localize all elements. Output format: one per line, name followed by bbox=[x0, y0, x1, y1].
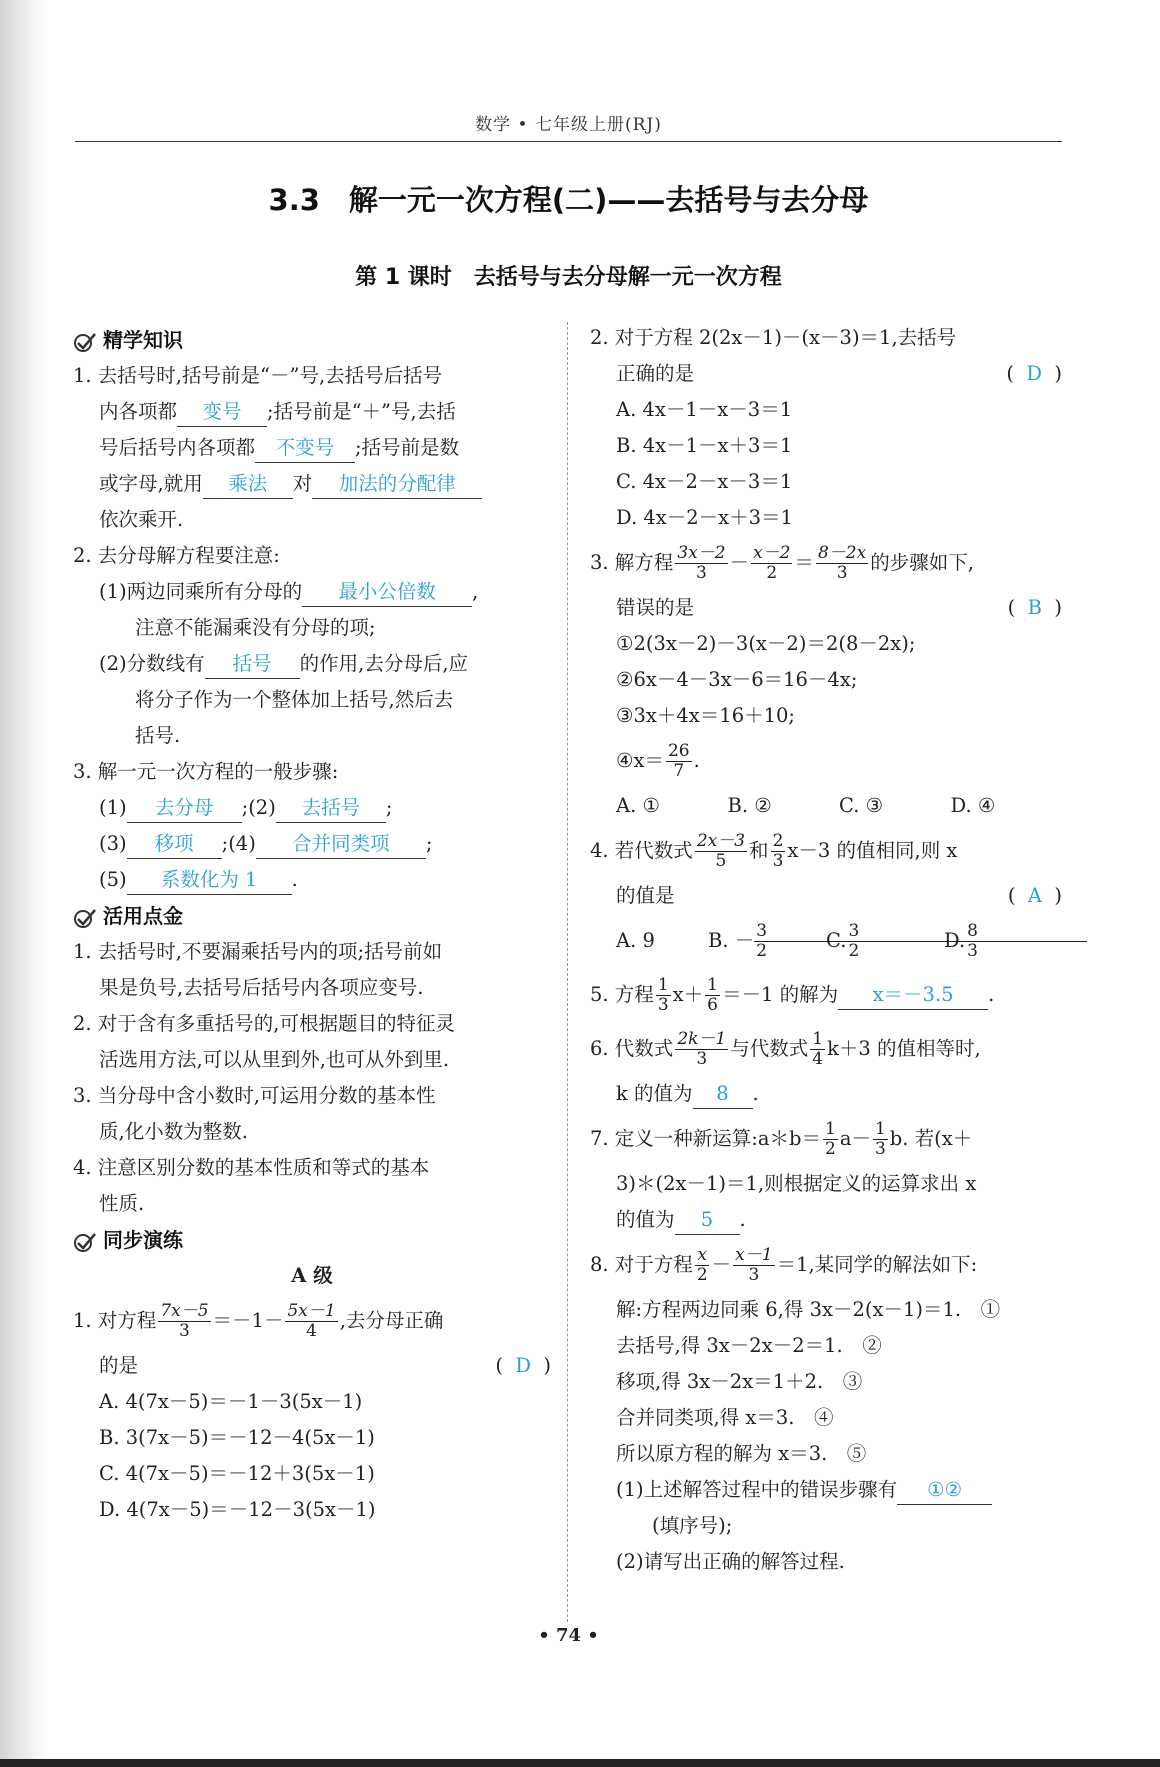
answer: D bbox=[1026, 362, 1042, 385]
q1-line bbox=[73, 358, 551, 394]
option-c bbox=[826, 914, 944, 968]
text: 错误的是 bbox=[616, 596, 695, 619]
answer-blank: 系数化为 1 bbox=[127, 866, 292, 895]
checkmark-icon bbox=[73, 907, 97, 929]
left-column bbox=[73, 322, 551, 1528]
running-header: 数学 • 七年级上册(RJ) bbox=[475, 115, 662, 135]
text: 性质. bbox=[99, 1192, 145, 1215]
denominator: 6 bbox=[707, 995, 718, 1015]
fraction bbox=[695, 832, 747, 871]
ex3-step: ①2(3x－2)－3(x－2)＝2(8－2x); bbox=[616, 632, 916, 655]
denominator: 2 bbox=[756, 941, 768, 961]
numerator: 2 bbox=[772, 831, 784, 851]
answer-blank: 最小公倍数 bbox=[302, 578, 472, 607]
numerator: x－1 bbox=[735, 1245, 773, 1265]
tip-line bbox=[73, 970, 551, 1006]
fraction bbox=[158, 1302, 210, 1341]
option-a: A. ① bbox=[616, 794, 660, 817]
numerator: 1 bbox=[824, 1119, 836, 1139]
ex4-stem bbox=[590, 824, 1062, 878]
ex8-part2: (2)请写出正确的解答过程. bbox=[616, 1550, 845, 1573]
q1-line bbox=[73, 502, 551, 538]
q2-line bbox=[73, 646, 551, 682]
text: , bbox=[472, 580, 479, 603]
text: 的作用,去分母后,应 bbox=[299, 652, 469, 675]
text: 1. 去括号时,括号前是“－”号,去括号后括号 bbox=[73, 364, 443, 387]
ex8-step: 合并同类项,得 x＝3. ④ bbox=[616, 1406, 834, 1429]
section-tongbu bbox=[73, 1222, 551, 1258]
fraction bbox=[285, 1302, 337, 1341]
answer-blank: 去分母 bbox=[127, 794, 242, 823]
fraction bbox=[695, 1246, 710, 1285]
answer-blank: 8 bbox=[693, 1080, 753, 1109]
ex3-step bbox=[590, 734, 1062, 788]
text: . bbox=[291, 868, 298, 891]
fraction bbox=[967, 922, 1085, 961]
q3-line bbox=[73, 826, 551, 862]
text: ＝ bbox=[794, 551, 814, 574]
text: (2)分数线有 bbox=[99, 652, 205, 675]
numerator: 1 bbox=[812, 1029, 824, 1049]
text: ,去分母正确 bbox=[339, 1309, 444, 1332]
q2-line bbox=[73, 574, 551, 610]
tip-line bbox=[73, 1186, 551, 1222]
fraction bbox=[771, 832, 786, 871]
numerator: 8 bbox=[965, 922, 1087, 942]
fraction bbox=[816, 544, 868, 583]
text: 和 bbox=[749, 839, 769, 862]
right-column bbox=[590, 320, 1062, 1580]
numerator: 1 bbox=[874, 1119, 886, 1139]
denominator: 3 bbox=[748, 1265, 760, 1285]
text: 注意不能漏乘没有分母的项; bbox=[135, 616, 376, 639]
answer-blank: 加法的分配律 bbox=[312, 470, 482, 499]
text: 的是 bbox=[99, 1354, 139, 1377]
answer-blank: 变号 bbox=[177, 398, 267, 427]
option-c: C. ③ bbox=[839, 794, 884, 817]
numerator: 2k－1 bbox=[677, 1029, 727, 1049]
text: B. － bbox=[708, 929, 755, 952]
fraction bbox=[675, 1030, 728, 1069]
ex4-options bbox=[590, 914, 1062, 968]
text: (1) bbox=[99, 796, 127, 819]
ex8-stem bbox=[590, 1238, 1062, 1292]
lesson-subtitle: 第 1 课时 去括号与去分母解一元一次方程 bbox=[355, 265, 782, 290]
option-d bbox=[944, 914, 1062, 968]
ex3-options bbox=[590, 788, 1062, 824]
text: 将分子作为一个整体加上括号,然后去 bbox=[135, 688, 454, 711]
q2-line bbox=[73, 718, 551, 754]
page-number: • 74 • bbox=[538, 1625, 599, 1646]
tip-line bbox=[73, 1006, 551, 1042]
denominator: 2 bbox=[696, 1265, 708, 1285]
text: 7. 定义一种新运算:a＊b＝ bbox=[590, 1127, 821, 1150]
q1-line bbox=[73, 430, 551, 466]
text: 号后括号内各项都 bbox=[99, 436, 256, 459]
numerator: 3x－2 bbox=[677, 543, 726, 563]
text: 3. 解一元一次方程的一般步骤: bbox=[73, 760, 339, 783]
text: (5) bbox=[99, 868, 127, 891]
fraction bbox=[873, 1120, 888, 1159]
page-title: 3.3 解一元一次方程(二)——去括号与去分母 bbox=[268, 183, 869, 217]
option-c: C. 4x－2－x－3＝1 bbox=[616, 470, 793, 493]
option-d: D. 4x－2－x＋3＝1 bbox=[616, 506, 793, 529]
tip-line bbox=[73, 1042, 551, 1078]
ex7-stem bbox=[590, 1112, 1062, 1166]
answer-bracket: ( D ) bbox=[1006, 362, 1062, 385]
text: 1. 对方程 bbox=[73, 1309, 157, 1332]
text: ;(2) bbox=[241, 796, 276, 819]
ex5-stem bbox=[590, 968, 1062, 1022]
option-a: A. 9 bbox=[616, 929, 655, 952]
answer-bracket: ( B ) bbox=[1007, 596, 1062, 619]
answer: D bbox=[515, 1354, 531, 1377]
fraction bbox=[733, 1246, 774, 1285]
ex1-stem bbox=[73, 1294, 551, 1348]
text: 4. 若代数式 bbox=[590, 839, 693, 862]
option-b bbox=[708, 914, 826, 968]
tip-line bbox=[73, 1150, 551, 1186]
checkmark-icon bbox=[73, 331, 97, 353]
text: 6. 代数式 bbox=[590, 1037, 674, 1060]
ex3-stem bbox=[590, 536, 1062, 590]
text: 的步骤如下, bbox=[870, 551, 974, 574]
section-label: 活用点金 bbox=[103, 904, 183, 928]
text: － bbox=[711, 1253, 732, 1276]
denominator: 3 bbox=[772, 851, 784, 871]
text: . bbox=[988, 983, 995, 1006]
text: . bbox=[693, 749, 700, 772]
section-jingxue bbox=[73, 322, 551, 358]
text: 8. 对于方程 bbox=[590, 1253, 693, 1276]
text: 的值为 bbox=[616, 1208, 675, 1231]
denominator: 2 bbox=[824, 1139, 836, 1159]
denominator: 7 bbox=[673, 761, 685, 781]
fraction bbox=[810, 1030, 825, 1069]
text: 2. 去分母解方程要注意: bbox=[73, 544, 280, 567]
ex7-stem bbox=[590, 1202, 1062, 1238]
text: 4. 注意区别分数的基本性质和等式的基本 bbox=[73, 1156, 430, 1179]
text: k 的值为 bbox=[616, 1082, 693, 1105]
ex4-stem bbox=[590, 878, 1062, 914]
numerator: 26 bbox=[667, 741, 690, 761]
denominator: 4 bbox=[812, 1049, 824, 1069]
q2-line bbox=[73, 610, 551, 646]
ex7-stem: 3)＊(2x－1)＝1,则根据定义的运算求出 x bbox=[616, 1172, 977, 1195]
answer: A bbox=[1027, 884, 1042, 907]
q1-line bbox=[73, 394, 551, 430]
text: ; bbox=[425, 832, 433, 855]
text: 或字母,就用 bbox=[99, 472, 203, 495]
text: k＋3 的值相等时, bbox=[827, 1037, 981, 1060]
checkmark-icon bbox=[73, 1231, 97, 1253]
text: 质,化小数为整数. bbox=[99, 1120, 248, 1143]
ex8-part1 bbox=[590, 1472, 1062, 1508]
ex2-stem bbox=[590, 320, 1062, 356]
fraction bbox=[823, 1120, 838, 1159]
ex6-stem bbox=[590, 1022, 1062, 1076]
answer-blank: 乘法 bbox=[203, 470, 293, 499]
option-d: D. ④ bbox=[950, 794, 996, 817]
text: ;(4) bbox=[221, 832, 256, 855]
answer-blank: 合并同类项 bbox=[256, 830, 426, 859]
numerator: x bbox=[697, 1245, 708, 1265]
text: 活选用方法,可以从里到外,也可从外到里. bbox=[99, 1048, 450, 1071]
q3-line bbox=[73, 754, 551, 790]
option-b: B. 4x－1－x＋3＝1 bbox=[616, 434, 793, 457]
option-d: D. 4(7x－5)＝－12－3(5x－1) bbox=[99, 1498, 376, 1521]
text: － bbox=[729, 551, 750, 574]
fraction bbox=[675, 544, 727, 583]
header-rule bbox=[75, 141, 1062, 142]
ex3-stem bbox=[590, 590, 1062, 626]
ex3-step: ③3x＋4x＝16＋10; bbox=[616, 704, 795, 727]
q3-line bbox=[73, 862, 551, 898]
answer-blank: 括号 bbox=[205, 650, 300, 679]
answer: B bbox=[1027, 596, 1042, 619]
numerator: 8－2x bbox=[817, 543, 867, 563]
text: . bbox=[752, 1082, 759, 1105]
fraction bbox=[751, 544, 792, 583]
text: ;括号前是数 bbox=[355, 436, 460, 459]
text: ; bbox=[385, 796, 393, 819]
numerator: x－2 bbox=[753, 543, 791, 563]
answer-blank: ①② bbox=[897, 1476, 992, 1505]
page-edge-shadow bbox=[0, 0, 48, 1767]
text: C. bbox=[826, 929, 847, 952]
option-a: A. 4(7x－5)＝－1－3(5x－1) bbox=[99, 1390, 363, 1413]
text: 果是负号,去括号后括号内各项应变号. bbox=[99, 976, 424, 999]
option-c: C. 4(7x－5)＝－12＋3(5x－1) bbox=[99, 1462, 375, 1485]
text: 3. 解方程 bbox=[590, 551, 674, 574]
numerator: 1 bbox=[657, 975, 669, 995]
denominator: 3 bbox=[179, 1321, 190, 1341]
bottom-edge bbox=[0, 1759, 1160, 1767]
answer-blank: 去括号 bbox=[276, 794, 386, 823]
ex1-stem bbox=[73, 1348, 551, 1384]
level-heading: A 级 bbox=[291, 1264, 333, 1287]
denominator: 2 bbox=[766, 563, 778, 583]
ex8-step: 去括号,得 3x－2x－2＝1. ② bbox=[616, 1334, 882, 1357]
numerator: 1 bbox=[707, 975, 718, 995]
numerator: 3 bbox=[754, 922, 876, 942]
fraction bbox=[656, 976, 671, 1015]
ex8-step: 移项,得 3x－2x＝1＋2. ③ bbox=[616, 1370, 863, 1393]
answer-blank: x＝－3.5 bbox=[838, 981, 988, 1010]
text: (1)两边同乘所有分母的 bbox=[99, 580, 303, 603]
text: 与代数式 bbox=[730, 1037, 809, 1060]
text: 依次乘开. bbox=[99, 508, 184, 531]
ex2-stem bbox=[590, 356, 1062, 392]
tip-line bbox=[73, 1114, 551, 1150]
text: 的值是 bbox=[616, 884, 675, 907]
text: 2. 对于方程 2(2x－1)－(x－3)＝1,去括号 bbox=[590, 326, 957, 349]
text: 2. 对于含有多重括号的,可根据题目的特征灵 bbox=[73, 1012, 456, 1035]
ex8-step: 解:方程两边同乘 6,得 3x－2(x－1)＝1. ① bbox=[616, 1298, 1001, 1321]
text: 内各项都 bbox=[99, 400, 178, 423]
denominator: 5 bbox=[715, 851, 727, 871]
ex6-stem bbox=[590, 1076, 1062, 1112]
fraction bbox=[705, 976, 720, 1015]
fraction bbox=[666, 742, 692, 781]
numerator: 5x－1 bbox=[287, 1301, 336, 1321]
option-a: A. 4x－1－x－3＝1 bbox=[616, 398, 793, 421]
section-label: 同步演练 bbox=[103, 1228, 183, 1252]
answer-blank: 5 bbox=[675, 1206, 740, 1235]
text: x＋ bbox=[672, 983, 704, 1006]
tip-line bbox=[73, 1078, 551, 1114]
text: 1. 去括号时,不要漏乘括号内的项;括号前如 bbox=[73, 940, 443, 963]
denominator: 3 bbox=[657, 995, 669, 1015]
text: b. 若(x＋ bbox=[889, 1127, 973, 1150]
text: 括号. bbox=[135, 724, 181, 747]
answer-bracket: ( A ) bbox=[1007, 884, 1062, 907]
text: x－3 的值相同,则 x bbox=[787, 839, 958, 862]
denominator: 4 bbox=[306, 1321, 317, 1341]
denominator: 3 bbox=[874, 1139, 886, 1159]
text: (1)上述解答过程中的错误步骤有 bbox=[616, 1478, 898, 1501]
text: (3) bbox=[99, 832, 127, 855]
ex3-step: ②6x－4－3x－6＝16－4x; bbox=[616, 668, 858, 691]
text: ;括号前是“＋”号,去括 bbox=[267, 400, 456, 423]
numerator: 7x－5 bbox=[160, 1301, 209, 1321]
numerator: 3 bbox=[846, 922, 968, 942]
answer-blank: 不变号 bbox=[255, 434, 355, 463]
section-huoyong bbox=[73, 898, 551, 934]
denominator: 3 bbox=[836, 563, 848, 583]
text: 3. 当分母中含小数时,可运用分数的基本性 bbox=[73, 1084, 436, 1107]
option-b: B. 3(7x－5)＝－12－4(5x－1) bbox=[99, 1426, 375, 1449]
text: ＝1,某同学的解法如下: bbox=[776, 1253, 978, 1276]
denominator: 3 bbox=[696, 563, 707, 583]
denominator: 3 bbox=[967, 941, 978, 961]
q3-line bbox=[73, 790, 551, 826]
text: . bbox=[739, 1208, 746, 1231]
answer-blank: 移项 bbox=[127, 830, 222, 859]
text: ＝－1－ bbox=[212, 1309, 284, 1332]
ex8-part1: (填序号); bbox=[652, 1514, 733, 1537]
answer-bracket: ( D ) bbox=[495, 1354, 551, 1377]
text: ④x＝ bbox=[616, 749, 664, 772]
q1-line bbox=[73, 466, 551, 502]
numerator: 2x－3 bbox=[696, 831, 746, 851]
text: 对 bbox=[292, 472, 313, 495]
denominator: 2 bbox=[848, 941, 860, 961]
denominator: 3 bbox=[696, 1049, 708, 1069]
q2-line bbox=[73, 682, 551, 718]
section-label: 精学知识 bbox=[103, 328, 183, 352]
text: a－ bbox=[839, 1127, 871, 1150]
option-b: B. ② bbox=[727, 794, 772, 817]
tip-line bbox=[73, 934, 551, 970]
text: ＝－1 的解为 bbox=[721, 983, 839, 1006]
ex8-step: 所以原方程的解为 x＝3. ⑤ bbox=[616, 1442, 867, 1465]
q2-line bbox=[73, 538, 551, 574]
text: D. bbox=[944, 929, 966, 952]
text: 正确的是 bbox=[616, 362, 695, 385]
column-divider bbox=[567, 322, 568, 1622]
text: 5. 方程 bbox=[590, 983, 654, 1006]
